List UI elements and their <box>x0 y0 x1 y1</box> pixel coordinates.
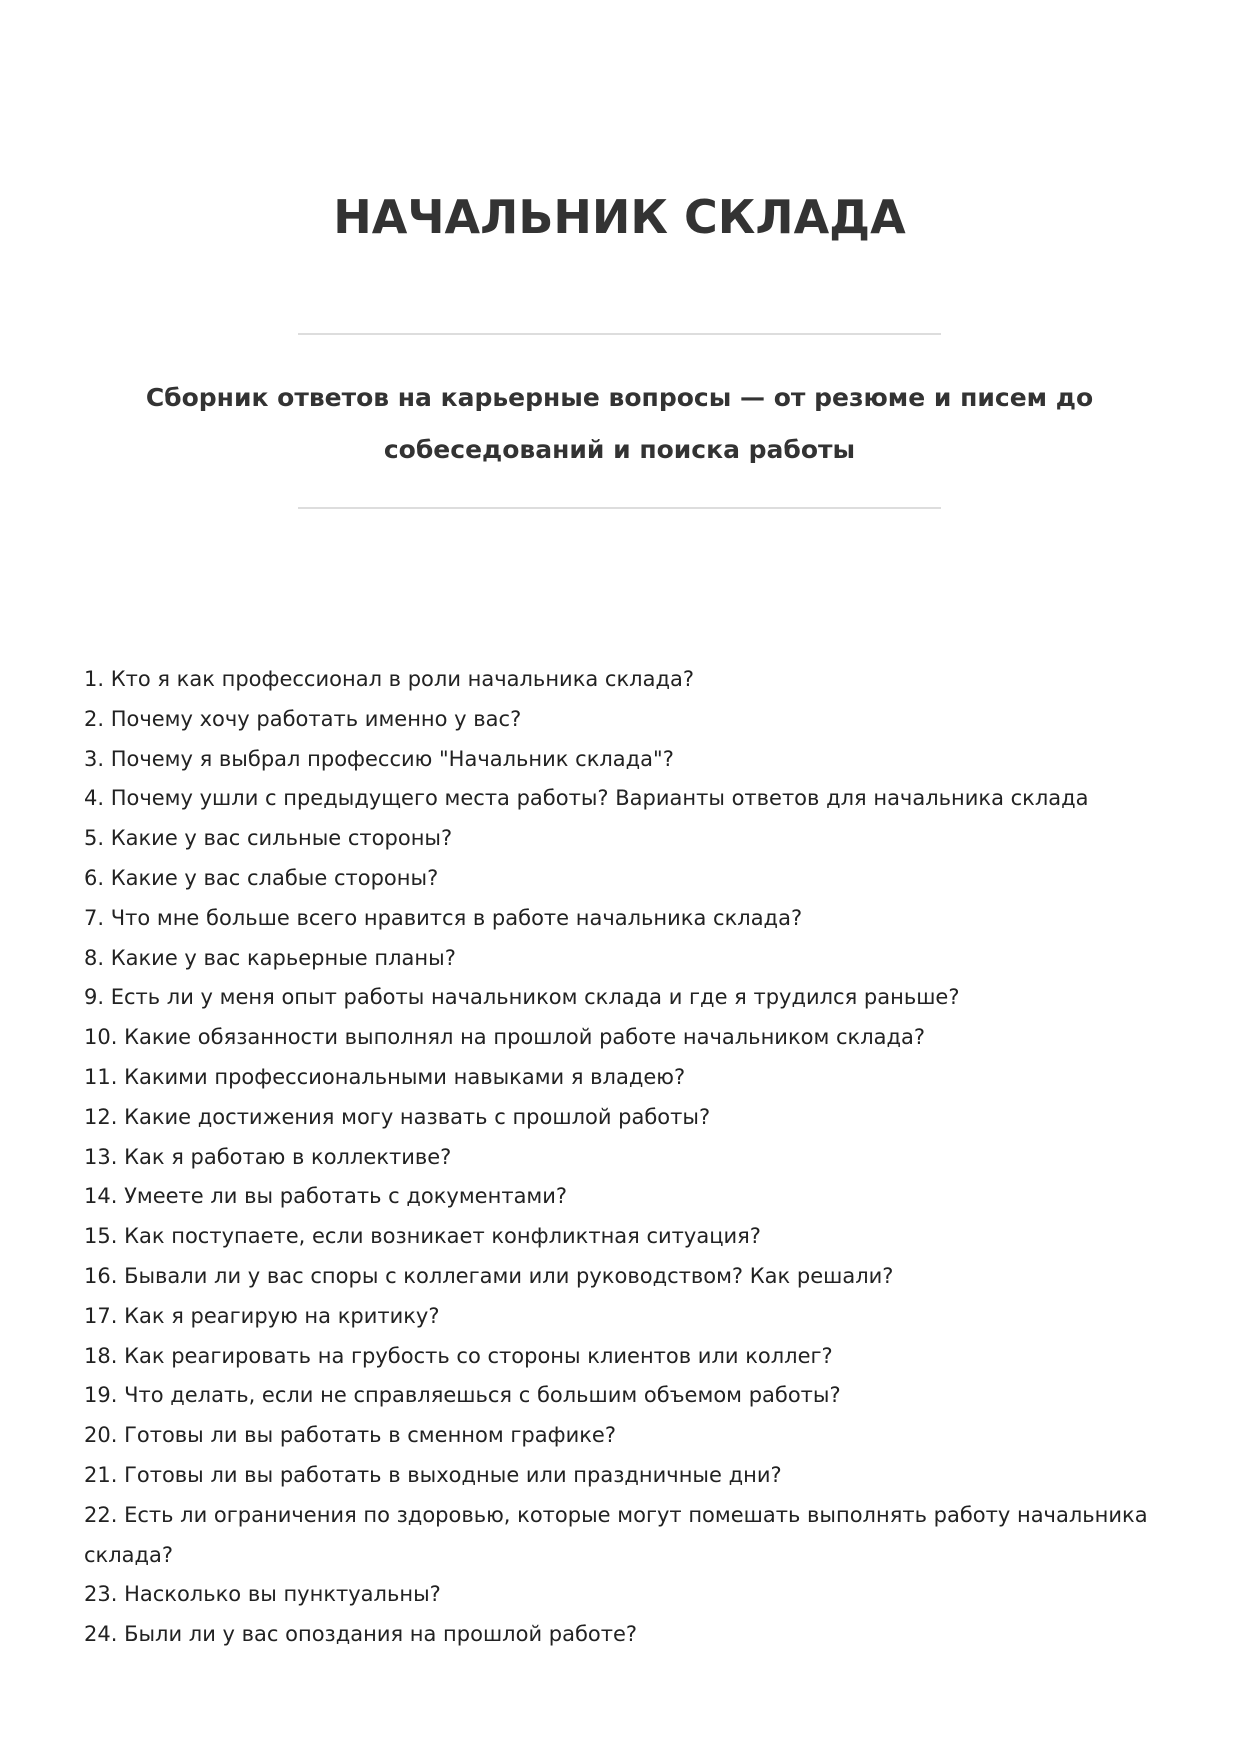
question-item: 5. Какие у вас сильные стороны? <box>84 826 453 851</box>
question-item: 17. Как я реагирую на критику? <box>84 1303 440 1328</box>
question-item: 2. Почему хочу работать именно у вас? <box>84 706 522 731</box>
question-item: 6. Какие у вас слабые стороны? <box>84 865 439 890</box>
question-item: 16. Бывали ли у вас споры с коллегами или руководством? Как решали? <box>84 1263 894 1288</box>
question-item: 21. Готовы ли вы работать в выходные или праздничные дни? <box>84 1462 782 1487</box>
question-item: 24. Были ли у вас опоздания на прошлой работе? <box>84 1622 638 1647</box>
question-item: 19. Что делать, если не справляешься с большим объемом работы? <box>84 1383 841 1408</box>
question-item: 23. Насколько вы пунктуальны? <box>84 1582 441 1607</box>
divider-top <box>298 333 941 335</box>
question-item: 20. Готовы ли вы работать в сменном графике? <box>84 1423 616 1448</box>
divider-bottom <box>298 507 941 509</box>
questions-list <box>84 660 1164 1655</box>
question-item: 12. Какие достижения могу назвать с прошлой работы? <box>84 1104 711 1129</box>
question-item: 15. Как поступаете, если возникает конфликтная ситуация? <box>84 1224 761 1249</box>
question-item: 13. Как я работаю в коллективе? <box>84 1144 452 1169</box>
subtitle: Сборник ответов на карьерные вопросы — от резюме и писем до собеседований и поиска работы <box>145 383 1094 464</box>
page-title: НАЧАЛЬНИК СКЛАДА <box>333 190 906 244</box>
question-item: 7. Что мне больше всего нравится в работе начальника склада? <box>84 905 803 930</box>
question-item: 10. Какие обязанности выполнял на прошлой работе начальником склада? <box>84 1025 926 1050</box>
question-item: 14. Умеете ли вы работать с документами? <box>84 1184 568 1209</box>
question-item: 8. Какие у вас карьерные планы? <box>84 945 456 970</box>
question-item: 11. Какими профессиональными навыками я владею? <box>84 1064 686 1089</box>
question-item: 3. Почему я выбрал профессию "Начальник склада"? <box>84 746 674 771</box>
question-item: 1. Кто я как профессионал в роли начальника склада? <box>84 667 694 691</box>
question-item: 18. Как реагировать на грубость со стороны клиентов или коллег? <box>84 1343 833 1368</box>
question-item: 4. Почему ушли с предыдущего места работы? Варианты ответов для начальника склада <box>84 786 1089 811</box>
question-item: 9. Есть ли у меня опыт работы начальником склада и где я трудился раньше? <box>84 985 960 1010</box>
question-item: 22. Есть ли ограничения по здоровью, которые могут помешать выполнять работу начальника склада? <box>84 1502 1148 1567</box>
